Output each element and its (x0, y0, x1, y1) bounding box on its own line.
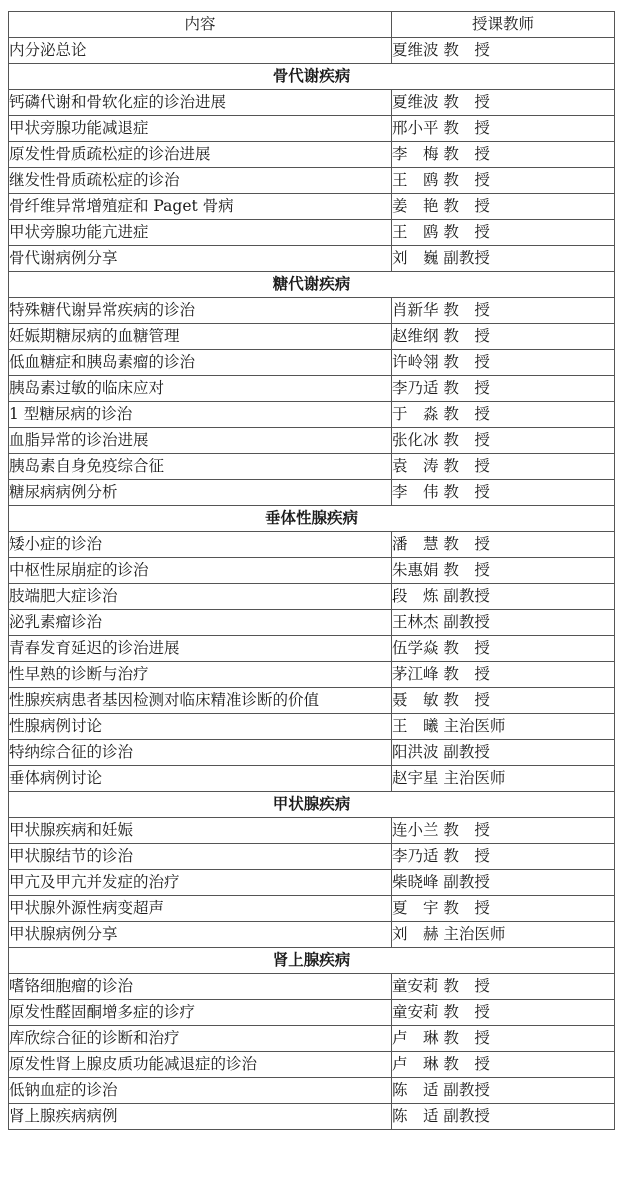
table-row (9, 740, 615, 766)
teacher-cell: 潘 慧 教 授 (392, 532, 615, 558)
teacher-cell: 聂 敏 教 授 (392, 688, 615, 714)
topic-cell: 继发性骨质疏松症的诊治 (9, 168, 392, 194)
section-row (9, 272, 615, 298)
topic-cell: 性早熟的诊断与治疗 (9, 662, 392, 688)
section-title: 骨代谢疾病 (9, 64, 615, 90)
teacher-cell: 许岭翎 教 授 (392, 350, 615, 376)
topic-cell: 性腺疾病患者基因检测对临床精准诊断的价值 (9, 688, 392, 714)
topic-cell: 胰岛素过敏的临床应对 (9, 376, 392, 402)
teacher-cell: 卢 琳 教 授 (392, 1052, 615, 1078)
teacher-cell: 朱惠娟 教 授 (392, 558, 615, 584)
table-row (9, 168, 615, 194)
topic-cell: 青春发育延迟的诊治进展 (9, 636, 392, 662)
teacher-cell: 赵宇星 主治医师 (392, 766, 615, 792)
teacher-cell: 邢小平 教 授 (392, 116, 615, 142)
table-row (9, 974, 615, 1000)
teacher-cell: 姜 艳 教 授 (392, 194, 615, 220)
section-title: 肾上腺疾病 (9, 948, 615, 974)
topic-cell: 肾上腺疾病病例 (9, 1104, 392, 1130)
table-row (9, 194, 615, 220)
table-row (9, 844, 615, 870)
header-teacher: 授课教师 (392, 12, 615, 38)
topic-cell: 泌乳素瘤诊治 (9, 610, 392, 636)
table-row (9, 324, 615, 350)
table-row (9, 220, 615, 246)
teacher-cell: 童安莉 教 授 (392, 1000, 615, 1026)
teacher-cell: 茅江峰 教 授 (392, 662, 615, 688)
table-row (9, 688, 615, 714)
course-schedule-table (8, 11, 615, 1130)
teacher-cell: 肖新华 教 授 (392, 298, 615, 324)
teacher-cell: 李 梅 教 授 (392, 142, 615, 168)
teacher-cell: 李乃适 教 授 (392, 376, 615, 402)
teacher-cell: 刘 赫 主治医师 (392, 922, 615, 948)
topic-cell: 特纳综合征的诊治 (9, 740, 392, 766)
teacher-cell: 伍学焱 教 授 (392, 636, 615, 662)
table-row (9, 454, 615, 480)
topic-cell: 嗜铬细胞瘤的诊治 (9, 974, 392, 1000)
teacher-cell: 王 鸥 教 授 (392, 220, 615, 246)
table-row (9, 376, 615, 402)
section-row (9, 64, 615, 90)
topic-cell: 妊娠期糖尿病的血糖管理 (9, 324, 392, 350)
topic-cell: 原发性骨质疏松症的诊治进展 (9, 142, 392, 168)
topic-cell: 肢端肥大症诊治 (9, 584, 392, 610)
table-row (9, 636, 615, 662)
topic-cell: 糖尿病病例分析 (9, 480, 392, 506)
teacher-cell: 柴晓峰 副教授 (392, 870, 615, 896)
table-row (9, 1078, 615, 1104)
topic-cell: 原发性醛固酮增多症的诊疗 (9, 1000, 392, 1026)
table-row (9, 428, 615, 454)
section-row (9, 506, 615, 532)
table-row (9, 1104, 615, 1130)
table-row (9, 142, 615, 168)
topic-cell: 胰岛素自身免疫综合征 (9, 454, 392, 480)
teacher-cell: 袁 涛 教 授 (392, 454, 615, 480)
teacher-cell: 连小兰 教 授 (392, 818, 615, 844)
section-row (9, 792, 615, 818)
topic-cell: 骨代谢病例分享 (9, 246, 392, 272)
topic-cell: 甲状腺结节的诊治 (9, 844, 392, 870)
teacher-cell: 夏维波 教 授 (392, 38, 615, 64)
teacher-cell: 李乃适 教 授 (392, 844, 615, 870)
teacher-cell: 李 伟 教 授 (392, 480, 615, 506)
topic-cell: 甲状旁腺功能亢进症 (9, 220, 392, 246)
table-row (9, 298, 615, 324)
table-row (9, 584, 615, 610)
table-row (9, 558, 615, 584)
teacher-cell: 童安莉 教 授 (392, 974, 615, 1000)
topic-cell: 甲状旁腺功能减退症 (9, 116, 392, 142)
table-row (9, 1000, 615, 1026)
table-row (9, 610, 615, 636)
table-row (9, 896, 615, 922)
topic-cell: 库欣综合征的诊断和治疗 (9, 1026, 392, 1052)
topic-cell: 矮小症的诊治 (9, 532, 392, 558)
topic-cell: 低钠血症的诊治 (9, 1078, 392, 1104)
teacher-cell: 卢 琳 教 授 (392, 1026, 615, 1052)
topic-cell: 骨纤维异常增殖症和 Paget 骨病 (9, 194, 392, 220)
teacher-cell: 王 鸥 教 授 (392, 168, 615, 194)
table-body (9, 38, 615, 1130)
table-row (9, 480, 615, 506)
table-row (9, 532, 615, 558)
table-row (9, 116, 615, 142)
table-row (9, 90, 615, 116)
teacher-cell: 于 淼 教 授 (392, 402, 615, 428)
topic-cell: 原发性肾上腺皮质功能减退症的诊治 (9, 1052, 392, 1078)
teacher-cell: 夏 宇 教 授 (392, 896, 615, 922)
table-row (9, 38, 615, 64)
table-row (9, 1026, 615, 1052)
teacher-cell: 段 炼 副教授 (392, 584, 615, 610)
topic-cell: 垂体病例讨论 (9, 766, 392, 792)
table-row (9, 870, 615, 896)
topic-cell: 甲状腺疾病和妊娠 (9, 818, 392, 844)
topic-cell: 甲亢及甲亢并发症的治疗 (9, 870, 392, 896)
teacher-cell: 王林杰 副教授 (392, 610, 615, 636)
table-row (9, 818, 615, 844)
topic-cell: 内分泌总论 (9, 38, 392, 64)
section-title: 垂体性腺疾病 (9, 506, 615, 532)
teacher-cell: 夏维波 教 授 (392, 90, 615, 116)
teacher-cell: 王 曦 主治医师 (392, 714, 615, 740)
section-row (9, 948, 615, 974)
table-row (9, 246, 615, 272)
teacher-cell: 陈 适 副教授 (392, 1104, 615, 1130)
table-row (9, 766, 615, 792)
topic-cell: 1 型糖尿病的诊治 (9, 402, 392, 428)
table-row (9, 1052, 615, 1078)
topic-cell: 特殊糖代谢异常疾病的诊治 (9, 298, 392, 324)
table-row (9, 402, 615, 428)
topic-cell: 低血糖症和胰岛素瘤的诊治 (9, 350, 392, 376)
header-content: 内容 (9, 12, 392, 38)
teacher-cell: 陈 适 副教授 (392, 1078, 615, 1104)
teacher-cell: 刘 巍 副教授 (392, 246, 615, 272)
table-row (9, 662, 615, 688)
table-row (9, 350, 615, 376)
topic-cell: 钙磷代谢和骨软化症的诊治进展 (9, 90, 392, 116)
teacher-cell: 阳洪波 副教授 (392, 740, 615, 766)
table-row (9, 714, 615, 740)
topic-cell: 甲状腺外源性病变超声 (9, 896, 392, 922)
topic-cell: 性腺病例讨论 (9, 714, 392, 740)
table-row (9, 922, 615, 948)
section-title: 甲状腺疾病 (9, 792, 615, 818)
section-title: 糖代谢疾病 (9, 272, 615, 298)
table-header-row (9, 12, 615, 38)
topic-cell: 中枢性尿崩症的诊治 (9, 558, 392, 584)
teacher-cell: 赵维纲 教 授 (392, 324, 615, 350)
teacher-cell: 张化冰 教 授 (392, 428, 615, 454)
topic-cell: 血脂异常的诊治进展 (9, 428, 392, 454)
topic-cell: 甲状腺病例分享 (9, 922, 392, 948)
